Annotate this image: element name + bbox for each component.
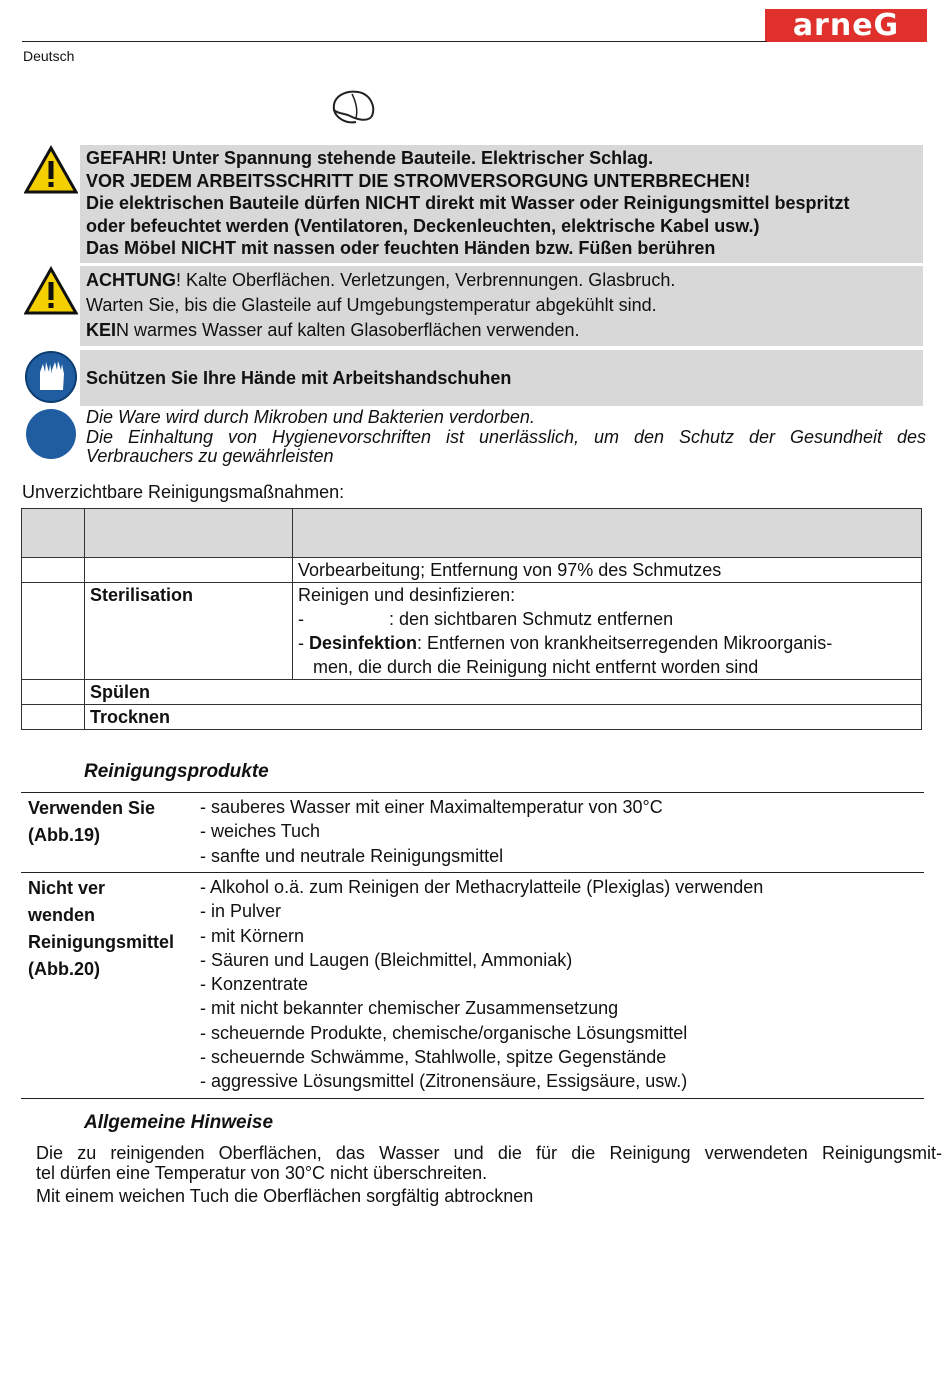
caution-line-1: ! Kalte Oberflächen. Verletzungen, Verbrennungen. Glasbruch.	[176, 270, 676, 290]
list-item: - sanfte und neutrale Reinigungsmittel	[200, 845, 504, 866]
danger-box	[80, 145, 923, 263]
list-item: - scheuernde Produkte, chemische/organische Lösungsmittel	[200, 1022, 688, 1043]
avoid-label-line-2: wenden	[28, 905, 96, 925]
general-line-2: tel dürfen eine Temperatur von 30°C nicht überschreiten.	[36, 1162, 488, 1183]
sterilisation-line-1: Reinigen und desinfizieren:	[298, 585, 516, 605]
caution-line-2: Warten Sie, bis die Glasteile auf Umgebungstemperatur abgekühlt sind.	[86, 295, 657, 315]
table-header-row	[22, 509, 922, 558]
gloves-text: Schützen Sie Ihre Hände mit Arbeitshandschuhen	[86, 368, 512, 388]
table-row	[22, 583, 922, 680]
hygiene-note	[86, 408, 926, 467]
products-rule-mid	[21, 872, 924, 873]
list-item: - in Pulver	[200, 901, 282, 922]
avoid-label-line-3: Reinigungsmittel	[28, 932, 175, 952]
avoid-list	[200, 875, 763, 1094]
table-row	[22, 558, 922, 583]
use-label-line-1: Verwenden Sie	[28, 798, 156, 818]
use-label	[28, 795, 155, 849]
brand-logo: arneG	[765, 9, 927, 42]
row-sterilisation-label: Sterilisation	[85, 583, 293, 680]
use-label-line-2: (Abb.19)	[28, 825, 100, 845]
avoid-label-line-4: (Abb.20)	[28, 959, 100, 979]
row-dry-label: Trocknen	[85, 705, 922, 730]
use-list	[200, 795, 663, 868]
warning-triangle-icon	[24, 266, 78, 316]
hygiene-line-1: Die Ware wird durch Mikroben und Bakterien verdorben.	[86, 407, 535, 427]
list-item: - mit nicht bekannter chemischer Zusammensetzung	[200, 998, 619, 1019]
products-title: Reinigungsprodukte	[84, 761, 269, 782]
products-rule-top	[21, 792, 924, 793]
hygiene-line-2: Die Einhaltung von Hygienevorschriften ist unerlässlich, um den Schutz der Gesundheit des	[86, 426, 926, 447]
avoid-label	[28, 875, 174, 983]
general-title: Allgemeine Hinweise	[84, 1112, 274, 1133]
language-label: Deutsch	[23, 48, 75, 64]
general-notes	[36, 1144, 942, 1207]
disinfection-text: : Entfernen von krankheitserregenden Mikroorganis-	[417, 633, 833, 653]
danger-line-3: Die elektrischen Bauteile dürfen NICHT direkt mit Wasser oder Reinigungsmittel bespritzt	[86, 193, 850, 213]
danger-line-5: Das Möbel NICHT mit nassen oder feuchten Händen bzw. Füßen berühren	[86, 238, 716, 258]
info-circle-icon	[26, 409, 76, 459]
list-item: - Konzentrate	[200, 974, 309, 995]
cleaning-title: Unverzichtbare Reinigungsmaßnahmen:	[22, 482, 345, 502]
table-row	[22, 680, 922, 705]
caution-line-3: N warmes Wasser auf kalten Glasoberflächen verwenden.	[116, 320, 580, 340]
row-sterilisation-text: Reinigen und desinfizieren: - : den sichtbaren Schmutz entfernen - Desinfektion: Entfernen von krankheitserregenden Mikroorganis- men, die durch die Reinigung nicht entfernt worden sind	[293, 583, 922, 680]
general-line-1: Die zu reinigenden Oberflächen, das Wasser und die für die Reinigung verwendeten Reinigungsmit-	[36, 1143, 942, 1163]
caution-box	[80, 266, 923, 346]
cap-icon	[328, 86, 378, 128]
gloves-icon	[24, 350, 78, 404]
row-prewash-text: Vorbearbeitung; Entfernung von 97% des Schmutzes	[293, 558, 922, 583]
row-rinse-label: Spülen	[85, 680, 922, 705]
general-line-3: Mit einem weichen Tuch die Oberflächen sorgfältig abtrocknen	[36, 1186, 534, 1206]
caution-keyword: ACHTUNG	[86, 270, 176, 290]
disinfection-label: Desinfektion	[309, 633, 418, 653]
list-item: - weiches Tuch	[200, 821, 321, 842]
products-rule-bottom	[21, 1098, 924, 1099]
list-item: - Säuren und Laugen (Bleichmittel, Ammoniak)	[200, 949, 573, 970]
hygiene-line-3: Verbrauchers zu gewährleisten	[86, 446, 334, 466]
caution-keyword-2: KEI	[86, 320, 117, 340]
list-item: - Alkohol o.ä. zum Reinigen der Methacrylatteile (Plexiglas) verwenden	[200, 877, 764, 897]
list-item: - aggressive Lösungsmittel (Zitronensäure, Essigsäure, usw.)	[200, 1071, 688, 1092]
table-row	[22, 705, 922, 730]
cleaning-table	[21, 508, 922, 730]
danger-line-2: VOR JEDEM ARBEITSSCHRITT DIE STROMVERSORGUNG UNTERBRECHEN!	[86, 170, 751, 191]
sterilisation-line-2: - : den sichtbaren Schmutz entfernen	[298, 609, 674, 629]
list-item: - sauberes Wasser mit einer Maximaltemperatur von 30°C	[200, 797, 663, 817]
header-rule	[22, 41, 767, 42]
disinfection-text-2: men, die durch die Reinigung nicht entfernt worden sind	[313, 657, 759, 677]
warning-triangle-icon	[24, 145, 78, 195]
danger-line-1: GEFAHR! Unter Spannung stehende Bauteile. Elektrischer Schlag.	[86, 148, 654, 168]
gloves-box	[80, 350, 923, 406]
list-item: - mit Körnern	[200, 925, 305, 946]
avoid-label-line-1: Nicht ver	[28, 878, 106, 898]
list-item: - scheuernde Schwämme, Stahlwolle, spitze Gegenstände	[200, 1047, 667, 1068]
danger-line-4: oder befeuchtet werden (Ventilatoren, Deckenleuchten, elektrische Kabel usw.)	[86, 215, 760, 236]
